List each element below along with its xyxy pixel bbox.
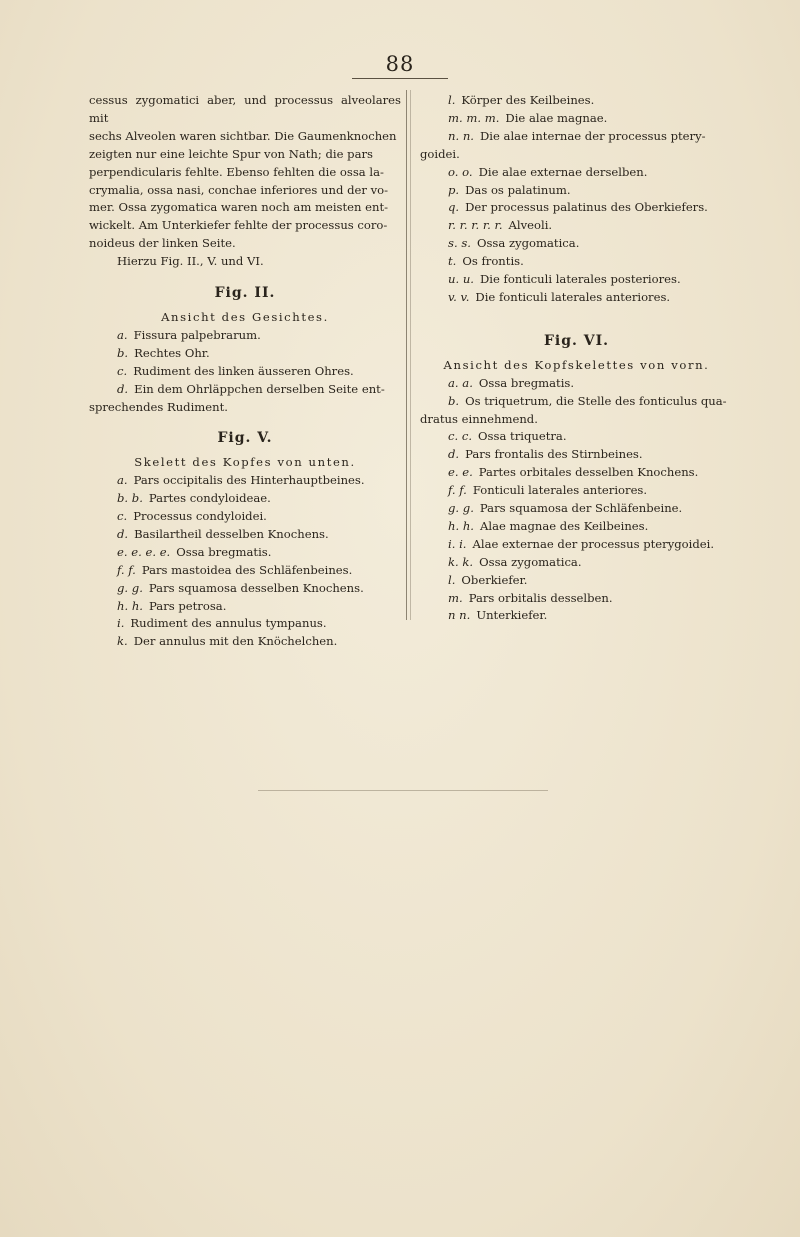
text-line: wickelt. Am Unterkiefer fehlte der processus coro-	[89, 218, 388, 233]
legend-label: n n.	[448, 608, 471, 623]
legend-label: h. h.	[117, 598, 143, 613]
legend-entry	[420, 164, 733, 182]
legend-entry	[89, 598, 401, 616]
legend-label: m.	[448, 590, 463, 605]
legend-entry	[420, 182, 733, 200]
legend-label: a.	[117, 327, 128, 342]
fig-5-heading: Fig. V.	[217, 430, 273, 447]
legend-label: a.	[117, 473, 128, 488]
legend-entry	[420, 289, 733, 307]
legend-text: Os frontis.	[462, 254, 524, 269]
legend-text: Der annulus mit den Knöchelchen.	[133, 634, 338, 649]
legend-entry	[420, 536, 733, 554]
legend-entry	[420, 393, 733, 411]
legend-text: Rechtes Ohr.	[134, 345, 210, 360]
legend-text: Os triquetrum, die Stelle des fonticulus qua-	[465, 393, 727, 408]
legend-entry	[420, 92, 733, 110]
column-divider-shadow	[410, 90, 411, 620]
fig-6-subtitle: Ansicht des Kopfskelettes von vorn.	[443, 357, 710, 372]
legend-text: Rudiment des linken äusseren Ohres.	[133, 363, 354, 378]
legend-text: Partes orbitales desselben Knochens.	[478, 465, 699, 480]
legend-text: Pars squamosa desselben Knochens.	[148, 580, 364, 595]
header-rule	[352, 78, 448, 79]
legend-label: g. g.	[117, 580, 143, 595]
legend-text: Alae externae der processus pterygoidei.	[472, 536, 715, 551]
legend-text: Pars squamosa der Schläfenbeine.	[479, 501, 683, 516]
legend-text: Ossa zygomatica.	[476, 236, 580, 251]
legend-text: Processus condyloidei.	[133, 509, 267, 524]
legend-text: Pars mastoidea des Schläfenbeines.	[141, 562, 353, 577]
legend-text: Oberkiefer.	[461, 572, 528, 587]
text-line: perpendicularis fehlte. Ebenso fehlten die ossa la-	[89, 164, 384, 179]
legend-text: Pars orbitalis desselben.	[468, 590, 613, 605]
legend-text: Unterkiefer.	[476, 608, 548, 623]
legend-entry	[89, 562, 401, 580]
legend-entry	[420, 572, 733, 590]
legend-entry	[420, 199, 733, 217]
text-line: zeigten nur eine leichte Spur von Nath; die pars	[89, 146, 373, 161]
legend-text: Das os palatinum.	[465, 182, 571, 197]
legend-entry	[89, 363, 401, 381]
fig-2-legend	[89, 327, 401, 417]
legend-label: c. c.	[448, 429, 473, 444]
text-line: mer. Ossa zygomatica waren noch am meisten ent-	[89, 200, 389, 215]
legend-label: b. b.	[117, 491, 143, 506]
legend-label: l.	[448, 93, 456, 107]
legend-entry	[420, 500, 733, 518]
legend-text: Fonticuli laterales anteriores.	[472, 483, 648, 498]
legend-continuation: sprechendes Rudiment.	[89, 399, 228, 414]
legend-entry	[89, 381, 401, 399]
fig-6-legend	[420, 375, 733, 626]
legend-label: e. e. e. e.	[117, 544, 171, 559]
legend-text: Die fonticuli laterales posteriores.	[480, 272, 681, 287]
legend-text: Partes condyloideae.	[148, 491, 271, 506]
legend-label: b.	[448, 393, 460, 408]
legend-text: Ossa bregmatis.	[176, 544, 272, 559]
legend-entry	[420, 518, 733, 536]
legend-continuation: goidei.	[420, 146, 460, 161]
legend-entry	[89, 490, 401, 508]
legend-entry	[89, 580, 401, 598]
legend-label: k.	[117, 634, 128, 649]
legend-entry	[89, 508, 401, 526]
legend-text: Der processus palatinus des Oberkiefers.	[465, 200, 708, 215]
legend-label: d.	[448, 447, 460, 462]
legend-entry	[89, 526, 401, 544]
legend-label: e. e.	[448, 465, 473, 480]
legend-entry	[420, 253, 733, 271]
intro-paragraph	[89, 92, 401, 253]
fig-5-legend	[89, 472, 401, 651]
fig-2-heading: Fig. II.	[214, 285, 276, 302]
legend-continuation: dratus einnehmend.	[420, 411, 538, 426]
legend-label: h. h.	[448, 518, 474, 533]
legend-label: i. i.	[448, 536, 467, 551]
legend-label: l.	[448, 572, 456, 587]
legend-entry	[420, 271, 733, 289]
legend-label: q.	[448, 200, 460, 215]
legend-entry	[420, 590, 733, 608]
legend-entry	[89, 633, 401, 651]
legend-label: a. a.	[448, 375, 473, 390]
legend-text: Körper des Keilbeines.	[461, 93, 595, 107]
legend-label: d.	[117, 526, 129, 541]
legend-entry	[420, 110, 733, 128]
legend-entry	[89, 327, 401, 345]
fig-2-subtitle: Ansicht des Gesichtes.	[161, 309, 329, 324]
legend-text: Alveoli.	[508, 218, 553, 233]
legend-label: c.	[117, 363, 128, 378]
legend-text: Die alae magnae.	[505, 110, 608, 125]
legend-label: g. g.	[448, 501, 474, 516]
legend-label: c.	[117, 509, 128, 524]
legend-label: o. o.	[448, 164, 473, 179]
legend-text: Alae magnae des Keilbeines.	[480, 518, 649, 533]
text-line: sechs Alveolen waren sichtbar. Die Gaumenknochen	[89, 128, 397, 143]
left-column	[89, 92, 401, 651]
legend-label: n. n.	[448, 128, 474, 143]
legend-label: d.	[117, 381, 129, 396]
legend-text: Basilartheil desselben Knochens.	[134, 526, 329, 541]
legend-label: m. m. m.	[448, 110, 500, 125]
legend-text: Ossa triquetra.	[478, 429, 567, 444]
legend-text: Pars occipitalis des Hinterhauptbeines.	[133, 473, 365, 488]
legend-label: k. k.	[448, 554, 474, 569]
right-column	[420, 92, 733, 625]
fig-5-subtitle: Skelett des Kopfes von unten.	[134, 455, 356, 470]
legend-entry	[420, 217, 733, 235]
legend-label: u. u.	[448, 272, 474, 287]
legend-entry	[89, 472, 401, 490]
legend-entry	[420, 464, 733, 482]
legend-entry	[420, 235, 733, 253]
bottom-rule	[258, 790, 548, 791]
legend-text: Pars frontalis des Stirnbeines.	[465, 447, 643, 462]
legend-text: Pars petrosa.	[149, 598, 227, 613]
legend-label: i.	[117, 616, 125, 631]
legend-entry	[420, 446, 733, 464]
legend-entry	[89, 345, 401, 363]
legend-text: Ein dem Ohrläppchen derselben Seite ent-	[134, 381, 385, 396]
legend-label: t.	[448, 254, 457, 269]
legend-text: Rudiment des annulus tympanus.	[130, 616, 327, 631]
text-line: cessus zygomatici aber, und processus alveolares mit	[89, 93, 401, 125]
text-line: noideus der linken Seite.	[89, 236, 236, 251]
legend-text: Ossa bregmatis.	[478, 375, 575, 390]
legend-entry	[89, 615, 401, 633]
legend-entry	[420, 607, 733, 625]
fig-5-legend-continued	[420, 92, 733, 307]
legend-entry	[420, 428, 733, 446]
column-divider	[406, 90, 407, 620]
legend-label: f. f.	[117, 562, 136, 577]
legend-label: v. v.	[448, 289, 470, 304]
legend-entry	[420, 482, 733, 500]
hierzu-note: Hierzu Fig. II., V. und VI.	[117, 254, 264, 269]
text-line: crymalia, ossa nasi, conchae inferiores und der vo-	[89, 182, 389, 197]
legend-text: Fissura palpebrarum.	[133, 327, 261, 342]
legend-entry	[420, 554, 733, 572]
legend-text: Die alae externae derselben.	[478, 164, 648, 179]
legend-text: Die alae internae der processus ptery-	[480, 128, 706, 143]
legend-entry	[89, 544, 401, 562]
legend-entry	[420, 128, 733, 146]
fig-6-heading: Fig. VI.	[543, 332, 610, 349]
legend-label: s. s.	[448, 236, 471, 251]
legend-label: f. f.	[448, 483, 467, 498]
legend-entry	[420, 375, 733, 393]
legend-text: Die fonticuli laterales anteriores.	[475, 289, 671, 304]
legend-text: Ossa zygomatica.	[479, 554, 582, 569]
page-number: 88	[385, 52, 415, 76]
legend-label: b.	[117, 345, 129, 360]
legend-label: p.	[448, 182, 460, 197]
legend-label: r. r. r. r. r.	[448, 218, 503, 233]
